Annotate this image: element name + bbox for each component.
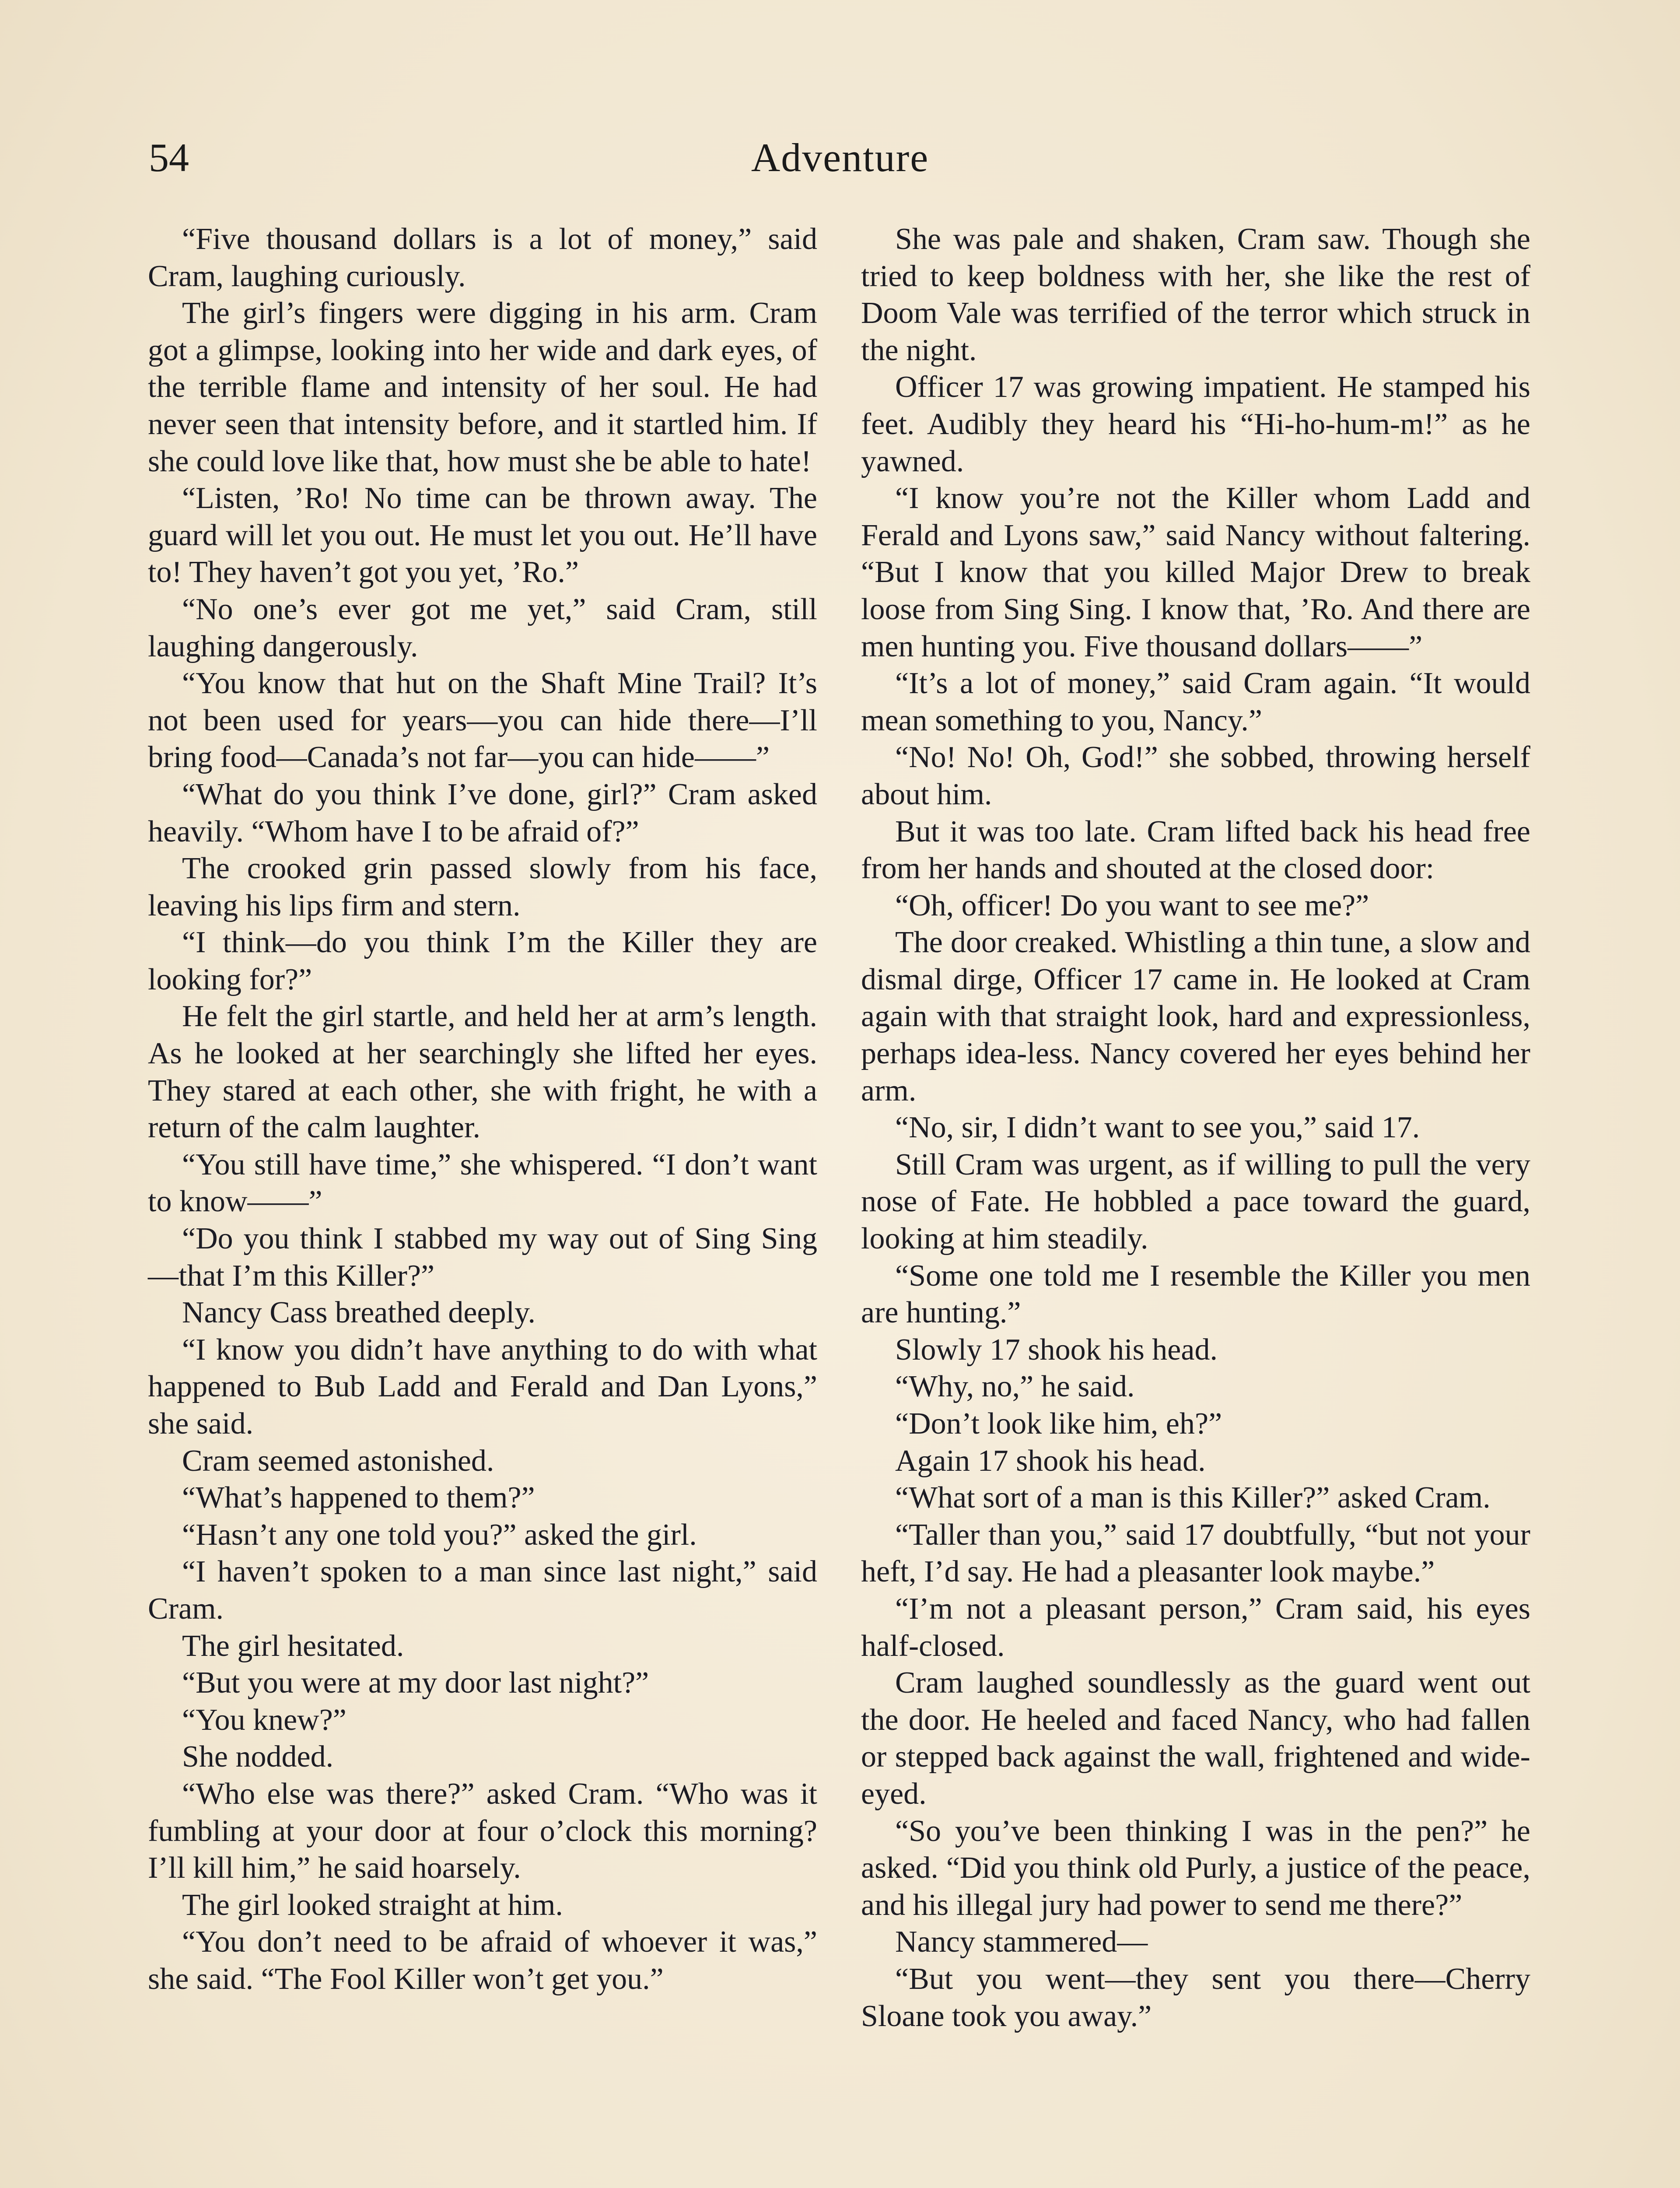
paragraph: “Who else was there?” asked Cram. “Who was it fumbling at your door at four o’clock this morning? I’ll kill him,” he said hoarsely. — [148, 1777, 817, 1885]
paragraph: “Do you think I stabbed my way out of Sing Sing—that I’m this Killer?” — [148, 1222, 817, 1293]
paragraph: “But you were at my door last night?” — [182, 1666, 649, 1700]
paragraph: “I haven’t spoken to a man since last night,” said Cram. — [148, 1555, 817, 1626]
paragraph: The door creaked. Whistling a thin tune, a slow and dismal dirge, Officer 17 came in. He looked at Cram again with that straight look, hard and expressionless, perhaps idea-less. Nancy covered her eyes behind her arm. — [861, 926, 1530, 1108]
paragraph: “What’s happened to them?” — [182, 1481, 535, 1515]
paragraph: “But you went—they sent you there—Cherry Sloane took you away.” — [861, 1962, 1530, 2033]
paragraph: “I know you’re not the Killer whom Ladd and Ferald and Lyons saw,” said Nancy without faltering. “But I know that you killed Major Drew to break loose from Sing Sing. I know that, ’Ro. And there are men hunting you. Five thousand dollars——” — [861, 481, 1530, 663]
paragraph: “It’s a lot of money,” said Cram again. “It would mean something to you, Nancy.” — [861, 666, 1530, 737]
paragraph: But it was too late. Cram lifted back his head free from her hands and shouted at the closed door: — [861, 814, 1530, 886]
paragraph: Cram laughed soundlessly as the guard went out the door. He heeled and faced Nancy, who had fallen or stepped back against the wall, frightened and wide-eyed. — [861, 1666, 1530, 1811]
paragraph: “You don’t need to be afraid of whoever it was,” she said. “The Fool Killer won’t get you.” — [148, 1925, 817, 1996]
left-column — [148, 221, 817, 1998]
right-column — [861, 221, 1530, 2035]
page-number: 54 — [149, 135, 189, 180]
paragraph: The girl’s fingers were digging in his arm. Cram got a glimpse, looking into her wide and dark eyes, of the terrible flame and intensity of her soul. He had never seen that intensity before, and it startled him. If she could love like that, how must she be able to hate! — [148, 296, 817, 478]
page-header — [149, 127, 1531, 188]
paragraph: “Hasn’t any one told you?” asked the girl. — [182, 1518, 697, 1552]
paragraph: “What sort of a man is this Killer?” asked Cram. — [895, 1481, 1491, 1515]
paragraph: “Oh, officer! Do you want to see me?” — [895, 888, 1369, 922]
paragraph: “Listen, ’Ro! No time can be thrown away. The guard will let you out. He must let you out. He’ll have to! They haven’t got you yet, ’Ro.” — [148, 481, 817, 589]
paragraph: “You knew?” — [182, 1703, 346, 1737]
paragraph: “No one’s ever got me yet,” said Cram, still laughing dangerously. — [148, 592, 817, 663]
paragraph: The crooked grin passed slowly from his face, leaving his lips firm and stern. — [148, 852, 817, 922]
paragraph: “Don’t look like him, eh?” — [895, 1407, 1222, 1441]
paragraph: “I’m not a pleasant person,” Cram said, his eyes half-closed. — [861, 1592, 1530, 1663]
paragraph: “No! No! Oh, God!” she sobbed, throwing herself about him. — [861, 740, 1530, 811]
paragraph: “So you’ve been thinking I was in the pen?” he asked. “Did you think old Purly, a justice of the peace, and his illegal jury had power to send me there?” — [861, 1814, 1530, 1922]
paragraph: Cram seemed astonished. — [182, 1444, 494, 1478]
paragraph: “Taller than you,” said 17 doubtfully, “but not your heft, I’d say. He had a pleasanter look maybe.” — [861, 1518, 1530, 1589]
paragraph: Nancy Cass breathed deeply. — [182, 1296, 536, 1330]
paragraph: “What do you think I’ve done, girl?” Cram asked heavily. “Whom have I to be afraid of?” — [148, 777, 817, 849]
paragraph: Nancy stammered— — [895, 1925, 1148, 1959]
paragraph: The girl looked straight at him. — [182, 1888, 563, 1922]
paragraph: Slowly 17 shook his head. — [895, 1332, 1218, 1367]
paragraph: “No, sir, I didn’t want to see you,” said 17. — [895, 1111, 1420, 1145]
paragraph: Still Cram was urgent, as if willing to pull the very nose of Fate. He hobbled a pace toward the guard, looking at him steadily. — [861, 1147, 1530, 1256]
paragraph: “I think—do you think I’m the Killer they are looking for?” — [148, 926, 817, 996]
paragraph: “You know that hut on the Shaft Mine Trail? It’s not been used for years—you can hide there—I’ll bring food—Canada’s not far—you can hide——” — [148, 666, 817, 775]
paragraph: “Why, no,” he said. — [895, 1370, 1135, 1404]
magazine-title: Adventure — [751, 135, 929, 180]
paragraph: The girl hesitated. — [182, 1629, 404, 1663]
paragraph: She was pale and shaken, Cram saw. Though she tried to keep boldness with her, she like the rest of Doom Vale was terrified of the terror which struck in the night. — [861, 222, 1530, 367]
paragraph: He felt the girl startle, and held her at arm’s length. As he looked at her searchingly she lifted her eyes. They stared at each other, she with fright, he with a return of the calm laughter. — [148, 999, 817, 1145]
paragraph: Officer 17 was growing impatient. He stamped his feet. Audibly they heard his “Hi-ho-hum-m!” as he yawned. — [861, 370, 1530, 478]
paragraph: “Some one told me I resemble the Killer you men are hunting.” — [861, 1259, 1530, 1330]
paragraph: “You still have time,” she whispered. “I don’t want to know——” — [148, 1147, 817, 1219]
paragraph: Again 17 shook his head. — [895, 1444, 1206, 1478]
paragraph: She nodded. — [182, 1740, 334, 1774]
paragraph: “Five thousand dollars is a lot of money,” said Cram, laughing curiously. — [148, 222, 817, 293]
paragraph: “I know you didn’t have anything to do with what happened to Bub Ladd and Ferald and Dan Lyons,” she said. — [148, 1332, 817, 1441]
